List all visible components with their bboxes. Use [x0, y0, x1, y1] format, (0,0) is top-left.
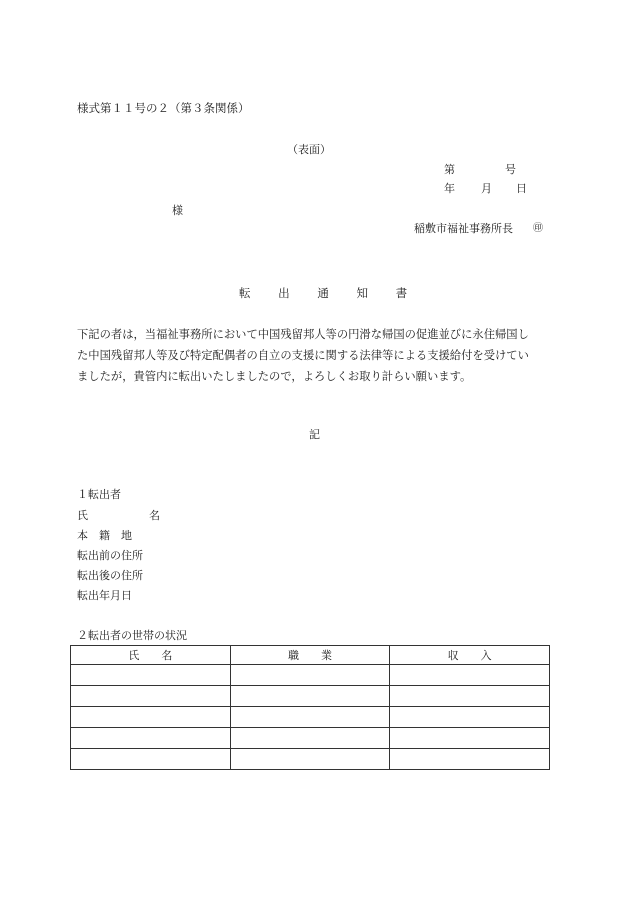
column-header-name: 氏 名 [71, 646, 231, 665]
table-row [71, 686, 550, 707]
field-address-before-label: 転出前の住所 [77, 549, 143, 562]
table-cell[interactable] [390, 665, 550, 686]
issuer-name: 稲敷市福祉事務所長 [414, 222, 513, 235]
title-char: 通 [317, 286, 329, 300]
title-char: 書 [395, 286, 408, 300]
table-cell[interactable] [71, 665, 231, 686]
column-header-occupation: 職 業 [230, 646, 390, 665]
table-cell[interactable] [390, 707, 550, 728]
field-move-date-label: 転出年月日 [77, 589, 132, 602]
form-number: 様式第１１号の２（第３条関係） [77, 101, 250, 115]
title-char: 転 [239, 286, 251, 300]
table-row [71, 707, 550, 728]
date-day-label: 日 [516, 182, 527, 195]
body-line: た中国残留邦人等及び特定配偶者の自立の支援に関する法律等による支援給付を受けてい [77, 349, 529, 362]
body-line: 下記の者は，当福祉事務所において中国残留邦人等の円滑な帰国の促進並びに永住帰国し [77, 328, 529, 341]
title-char: 知 [356, 286, 368, 300]
seal-mark: ㊞ [533, 223, 543, 234]
title-char: 出 [278, 286, 290, 300]
date-month-label: 月 [481, 182, 492, 195]
table-cell[interactable] [230, 707, 390, 728]
field-honseki-label: 本 籍 地 [77, 529, 132, 542]
table-cell[interactable] [390, 728, 550, 749]
section1-heading: １転出者 [77, 488, 121, 501]
side-label: （表面） [287, 143, 331, 156]
field-name-label [77, 509, 160, 523]
number-prefix: 第 [444, 163, 455, 176]
body-line: ましたが，貴管内に転出いたしましたので，よろしくお取り計らい願います。 [77, 370, 472, 383]
ki-label: 記 [309, 428, 320, 441]
recipient-suffix: 様 [172, 204, 183, 217]
table-cell[interactable] [71, 749, 231, 770]
table-row [71, 749, 550, 770]
table-cell[interactable] [230, 728, 390, 749]
number-suffix: 号 [505, 163, 516, 176]
table-cell[interactable] [390, 686, 550, 707]
table-cell[interactable] [230, 665, 390, 686]
table-cell[interactable] [230, 749, 390, 770]
table-cell[interactable] [71, 728, 231, 749]
table-row [71, 665, 550, 686]
field-name-label-a: 氏 [77, 509, 88, 522]
column-header-income: 収 入 [390, 646, 550, 665]
table-row [71, 728, 550, 749]
table-cell[interactable] [71, 686, 231, 707]
body-paragraph [77, 324, 557, 387]
date-year-label: 年 [444, 182, 455, 195]
household-table [70, 645, 550, 770]
table-cell[interactable] [71, 707, 231, 728]
table-cell[interactable] [230, 686, 390, 707]
field-address-after-label: 転出後の住所 [77, 569, 143, 582]
field-name-label-b: 名 [149, 509, 160, 522]
table-cell[interactable] [390, 749, 550, 770]
section2-heading: ２転出者の世帯の状況 [77, 629, 187, 642]
table-header-row [71, 646, 550, 665]
document-title [239, 286, 407, 300]
